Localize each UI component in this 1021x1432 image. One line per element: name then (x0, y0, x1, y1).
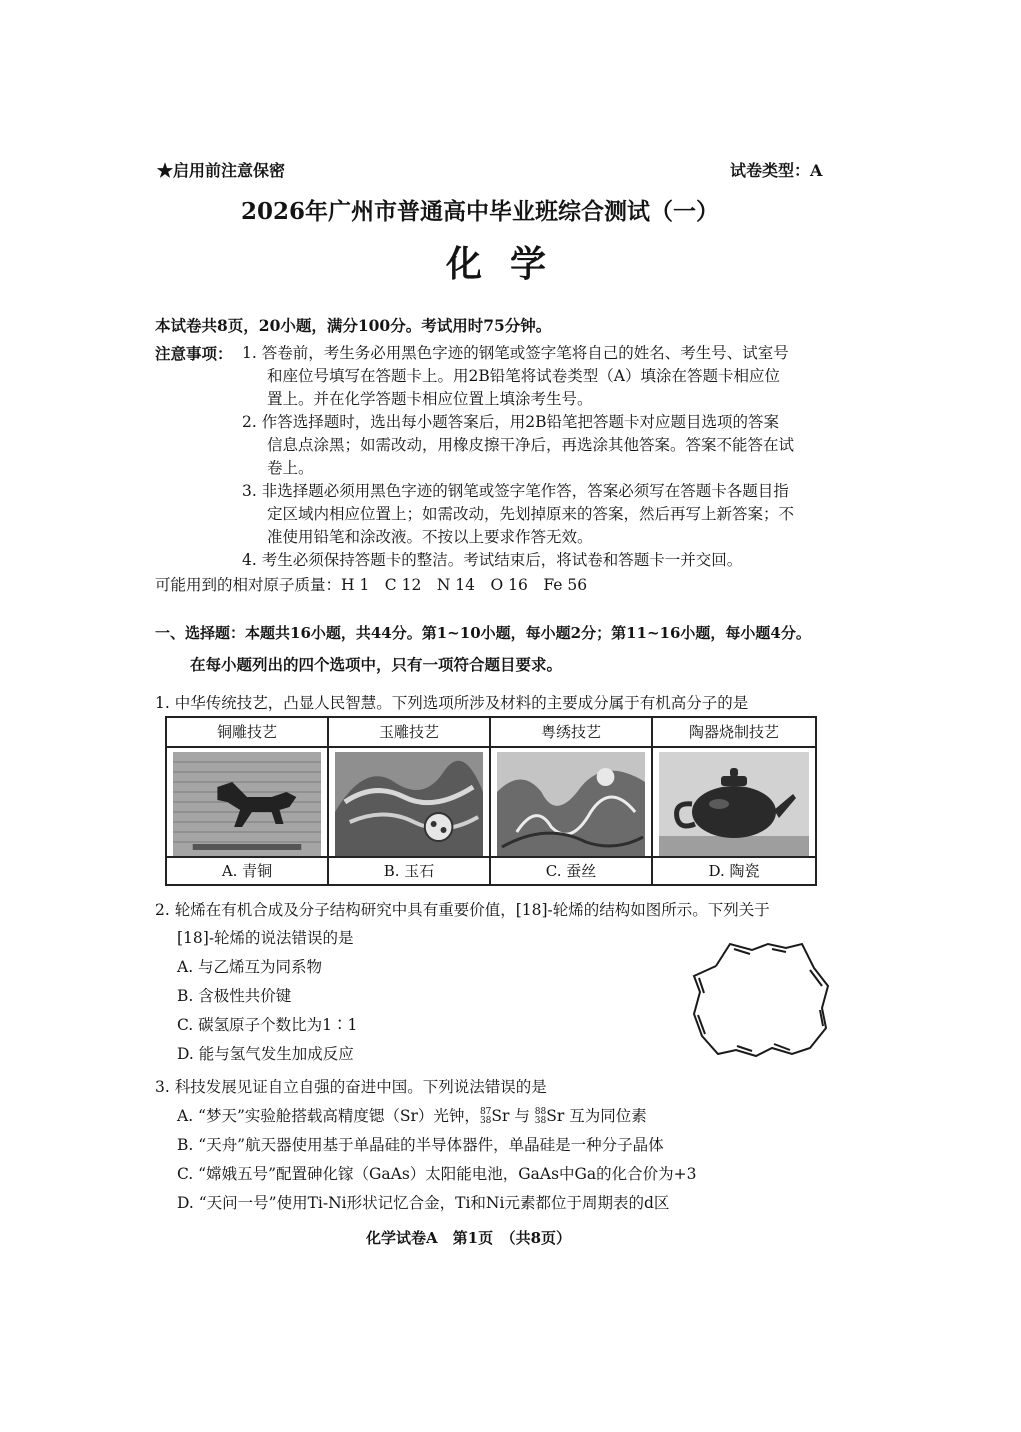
page-footer: 化学试卷A 第1页 （共8页） (366, 1229, 572, 1247)
q3-stem: 3. 科技发展见证自立自强的奋进中国。下列说法错误的是 (155, 1078, 547, 1096)
q1-cell-c (491, 718, 653, 884)
q1-option-c: C. 蚕丝 (491, 856, 651, 884)
confidential-mark: ★启用前注意保密 (157, 161, 286, 180)
q1-option-a: A. 青铜 (167, 856, 327, 884)
q3-option-c: C. “嫦娥五号”配置砷化镓（GaAs）太阳能电池，GaAs中Ga的化合价为+3 (177, 1165, 697, 1183)
q1-table (165, 716, 817, 886)
embroidery-image (497, 752, 645, 856)
bronze-horse-image (173, 752, 321, 856)
atomic-mass-line: 可能用到的相对原子质量：H 1 C 12 N 14 O 16 Fe 56 (155, 576, 588, 594)
note-3: 3. 非选择题必须用黑色字迹的钢笔或签字笔作答，答案必须写在答题卡各题目指 定区域内相应位置上；如需改动，先划掉原来的答案，然后再写上新答案；不 准使用铅笔和涂改液。不按以上要求作答无效。 (242, 482, 795, 546)
q1-option-b: B. 玉石 (329, 856, 489, 884)
q2-option-d: D. 能与氢气发生加成反应 (177, 1045, 354, 1063)
section1-heading: 一、选择题：本题共16小题，共44分。第1~10小题，每小题2分；第11~16小题，每小题4分。 (155, 624, 811, 642)
q1-option-d: D. 陶瓷 (653, 856, 815, 884)
q2-option-b: B. 含极性共价键 (177, 987, 292, 1005)
teapot-image (659, 752, 809, 856)
notes-label: 注意事项： (155, 344, 233, 363)
section1-instruction: 在每小题列出的四个选项中，只有一项符合题目要求。 (190, 655, 563, 674)
subject-title: 化学 (446, 243, 575, 285)
q2-option-a: A. 与乙烯互为同系物 (177, 958, 323, 976)
q1-head-c: 粤绣技艺 (491, 718, 651, 748)
q3-option-a: A. “梦天”实验舱搭载高精度锶（Sr）光钟， 87 38 Sr 与 88 38 Sr 互为同位素 (177, 1107, 647, 1126)
isotope1-numbers: 87 38 (479, 1107, 492, 1126)
annulene-18-structure (686, 936, 836, 1066)
q1-head-b: 玉雕技艺 (329, 718, 489, 748)
q3-option-d: D. “天问一号”使用Ti-Ni形状记忆合金，Ti和Ni元素都位于周期表的d区 (177, 1194, 670, 1212)
q2-stem-line1: 2. 轮烯在有机合成及分子结构研究中具有重要价值，[18]-轮烯的结构如图所示。下列关于 (155, 901, 770, 919)
paper-type: 试卷类型：A (730, 161, 823, 180)
q2-option-c: C. 碳氢原子个数比为1∶1 (177, 1016, 358, 1034)
note-4: 4. 考生必须保持答题卡的整洁。考试结束后，将试卷和答题卡一并交回。 (242, 551, 743, 569)
q2-stem-line2: [18]-轮烯的说法错误的是 (177, 929, 354, 947)
q1-cell-a (167, 718, 329, 884)
q1-head-d: 陶器烧制技艺 (653, 718, 815, 748)
note-2: 2. 作答选择题时，选出每小题答案后，用2B铅笔把答题卡对应题目选项的答案 信息点涂黑；如需改动，用橡皮擦干净后，再选涂其他答案。答案不能答在试 卷上。 (242, 413, 795, 477)
q1-stem: 1. 中华传统技艺，凸显人民智慧。下列选项所涉及材料的主要成分属于有机高分子的是 (155, 694, 749, 712)
q3-option-b: B. “天舟”航天器使用基于单晶硅的半导体器件，单晶硅是一种分子晶体 (177, 1136, 664, 1154)
q1-head-a: 铜雕技艺 (167, 718, 327, 748)
exam-title: 2026年广州市普通高中毕业班综合测试（一） (241, 198, 720, 225)
notes-list (242, 342, 832, 572)
q1-cell-d (653, 718, 815, 884)
q1-cell-b (329, 718, 491, 884)
isotope2-numbers: 88 38 (534, 1107, 547, 1126)
jade-carving-image (335, 752, 483, 856)
note-1: 1. 答卷前，考生务必用黑色字迹的钢笔或签字笔将自己的姓名、考生号、试室号 和座位号填写在答题卡上。用2B铅笔将试卷类型（A）填涂在答题卡相应位 置上。并在化学答题卡相应位置上填涂考生号。 (242, 344, 789, 408)
paper-info: 本试卷共8页，20小题，满分100分。考试用时75分钟。 (155, 316, 552, 335)
